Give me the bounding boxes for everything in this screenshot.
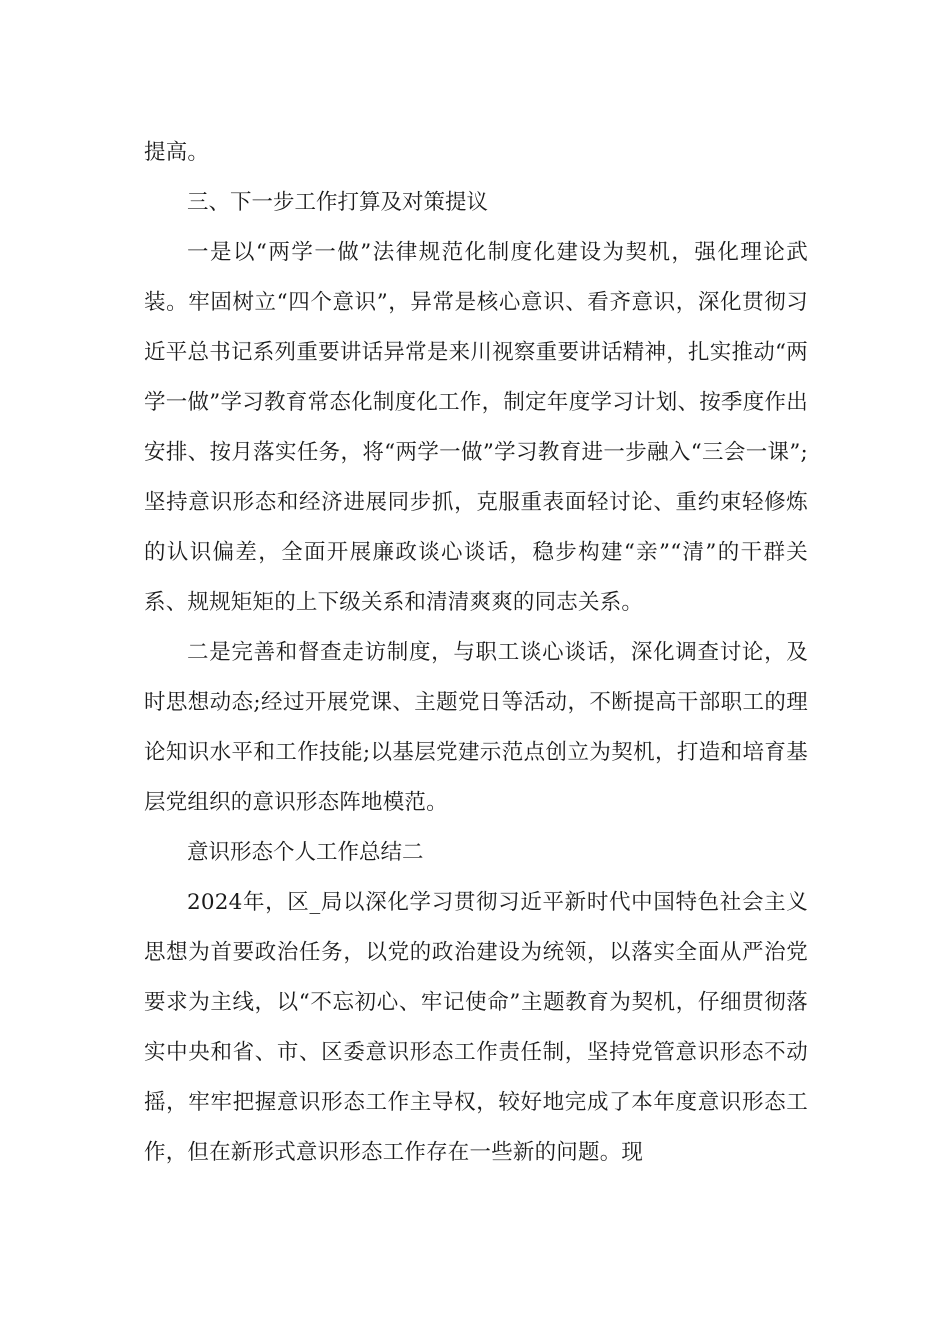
paragraph-closing-fragment: 提高。 [144, 140, 210, 165]
paragraph-point-two: 二是完善和督查走访制度，与职工谈心谈话，深化调查讨论，及时思想动态;经过开展党课、主题党日等活动，不断提高干部职工的理论知识水平和工作技能;以基层党建示范点创立为契机，打造和培育基层党组织的意识形态阵地模范。 [144, 640, 808, 815]
document-page [144, 128, 808, 1178]
paragraph-summary-intro: 2024年，区_局以深化学习贯彻习近平新时代中国特色社会主义思想为首要政治任务，以党的政治建设为统领，以落实全面从严治党要求为主线，以“不忘初心、牢记使命”主题教育为契机，仔细贯彻落实中央和省、市、区委意识形态工作责任制，坚持党管意识形态不动摇，牢牢把握意识形态工作主导权，较好地完成了本年度意识形态工作，但在新形式意识形态工作存在一些新的问题。现 [144, 890, 808, 1165]
paragraph-point-one: 一是以“两学一做”法律规范化制度化建设为契机，强化理论武装。牢固树立“四个意识”，异常是核心意识、看齐意识，深化贯彻习近平总书记系列重要讲话异常是来川视察重要讲话精神，扎实推动“两学一做”学习教育常态化制度化工作，制定年度学习计划、按季度作出安排、按月落实任务，将“两学一做”学习教育进一步融入“三会一课”;坚持意识形态和经济进展同步抓，克服重表面轻讨论、重约束轻修炼的认识偏差，全面开展廉政谈心谈话，稳步构建“亲”“清”的干群关系、规规矩矩的上下级关系和清清爽爽的同志关系。 [144, 240, 808, 615]
section-heading-next-steps: 三、下一步工作打算及对策提议 [187, 190, 489, 215]
section-heading-summary-two: 意识形态个人工作总结二 [187, 840, 424, 865]
